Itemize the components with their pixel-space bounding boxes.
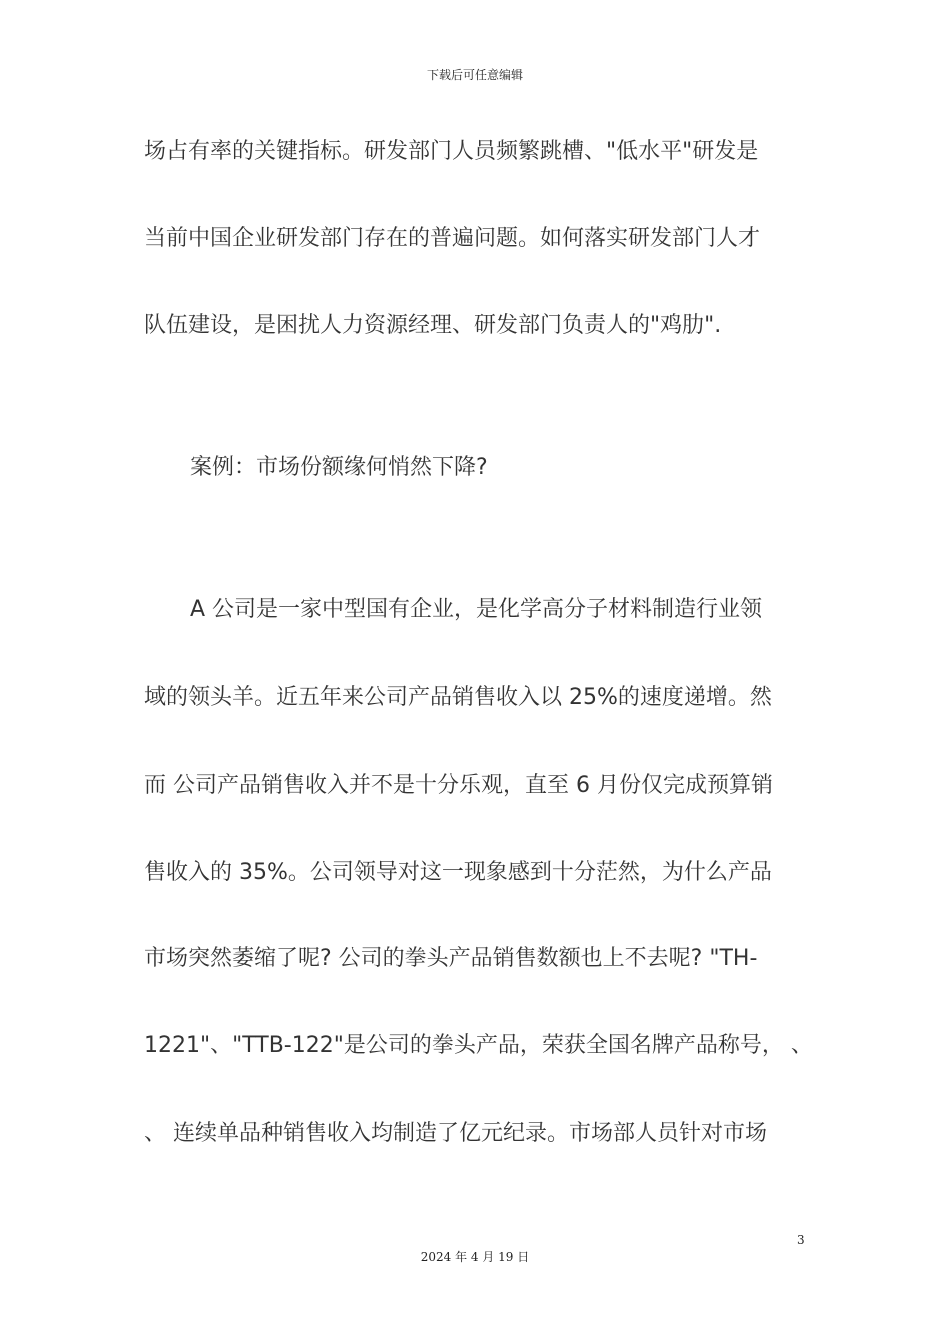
page-number: 3 bbox=[797, 1233, 805, 1247]
body-line: A 公司是一家中型国有企业，是化学高分子材料制造行业领 bbox=[190, 597, 763, 622]
body-line: 当前中国企业研发部门存在的普遍问题。如何落实研发部门人才 bbox=[144, 226, 761, 251]
header-note: 下载后可任意编辑 bbox=[426, 68, 523, 82]
body-line: 售收入的 35%。公司领导对这一现象感到十分茫然，为什么产品 bbox=[144, 860, 772, 885]
body-line: 队伍建设，是困扰人力资源经理、研发部门负责人的"鸡肋". bbox=[144, 313, 722, 338]
body-line: 1221"、"TTB-122"是公司的拳头产品，荣获全国名牌产品称号， 、 bbox=[144, 1033, 813, 1058]
body-line: 、 连续单品种销售收入均制造了亿元纪录。市场部人员针对市场 bbox=[144, 1121, 767, 1146]
body-line: 场占有率的关键指标。研发部门人员频繁跳槽、"低水平"研发是 bbox=[144, 139, 759, 164]
body-line: 域的领头羊。近五年来公司产品销售收入以 25%的速度递增。然 bbox=[144, 685, 772, 710]
body-line: 市场突然萎缩了呢? 公司的拳头产品销售数额也上不去呢? "TH- bbox=[144, 946, 758, 971]
footer-date: 2024 年 4 月 19 日 bbox=[420, 1250, 530, 1264]
case-title: 案例：市场份额缘何悄然下降? bbox=[190, 455, 488, 480]
body-line: 而 公司产品销售收入并不是十分乐观，直至 6 月份仅完成预算销 bbox=[144, 773, 773, 798]
